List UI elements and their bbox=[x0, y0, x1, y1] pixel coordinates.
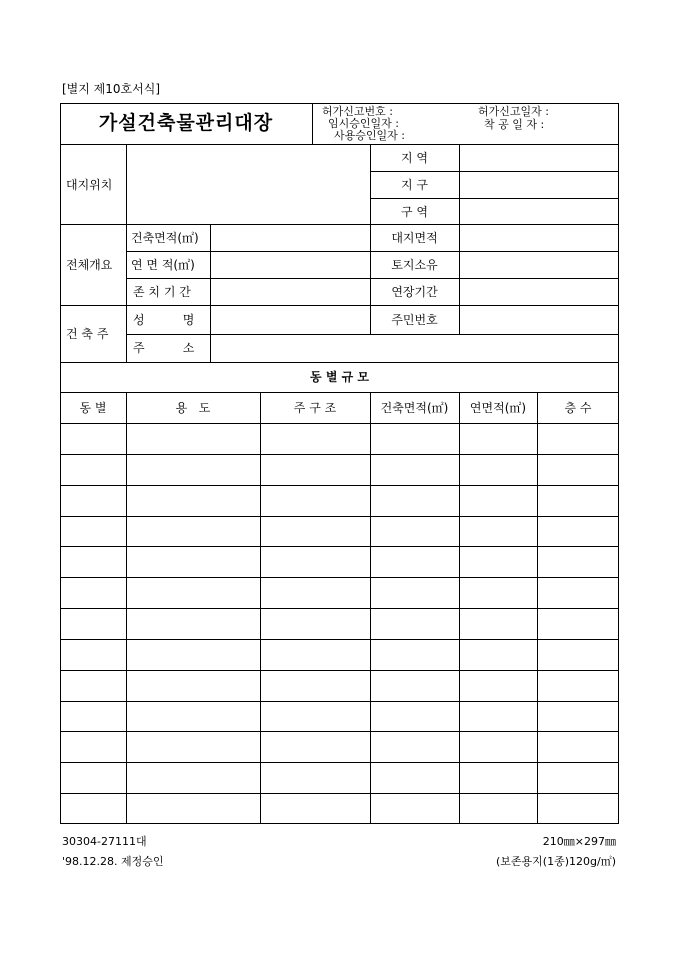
col-header-floors: 층 수 bbox=[564, 401, 592, 415]
extension-period-label: 연장기간 bbox=[391, 285, 438, 299]
table-row bbox=[60, 577, 619, 578]
divider bbox=[60, 305, 619, 306]
divider bbox=[60, 224, 619, 225]
divider bbox=[210, 224, 211, 362]
permit-number-label: 허가신고번호 : bbox=[322, 105, 393, 118]
table-row bbox=[60, 731, 619, 732]
form-number-label: [별지 제10호서식] bbox=[62, 82, 160, 96]
table-row bbox=[60, 670, 619, 671]
table-row bbox=[60, 608, 619, 609]
table-row bbox=[60, 762, 619, 763]
district-label: 지 구 bbox=[401, 178, 428, 192]
table-row bbox=[60, 454, 619, 455]
name-label: 성 명 bbox=[133, 313, 195, 327]
floor-area-label: 연 면 적(㎡) bbox=[131, 258, 195, 272]
col-header-building-area: 건축면적(㎡) bbox=[380, 401, 449, 415]
divider bbox=[60, 144, 619, 145]
paper-size: 210㎜×297㎜ bbox=[542, 835, 616, 848]
register-form bbox=[60, 103, 619, 824]
table-row bbox=[60, 639, 619, 640]
divider bbox=[459, 144, 460, 334]
table-row bbox=[60, 423, 619, 424]
address-label: 주 소 bbox=[133, 341, 195, 355]
start-date-label: 착 공 일 자 : bbox=[484, 118, 545, 131]
table-row bbox=[60, 793, 619, 794]
divider bbox=[126, 251, 619, 252]
approval-date: '98.12.28. 제정승인 bbox=[62, 855, 164, 868]
table-row bbox=[60, 516, 619, 517]
divider bbox=[60, 362, 619, 363]
overview-label: 전체개요 bbox=[66, 258, 113, 272]
table-row bbox=[60, 485, 619, 486]
zone-label: 지 역 bbox=[401, 151, 428, 165]
retention-period-label: 존 치 기 간 bbox=[133, 285, 191, 299]
divider bbox=[126, 334, 619, 335]
resident-number-label: 주민번호 bbox=[391, 313, 438, 327]
owner-label: 건 축 주 bbox=[66, 327, 109, 341]
building-area-label: 건축면적(㎡) bbox=[131, 231, 199, 245]
table-row bbox=[60, 546, 619, 547]
col-header-building: 동 별 bbox=[79, 401, 107, 415]
document-title: 가설건축물관리대장 bbox=[98, 112, 274, 134]
col-header-floor-area: 연면적(㎡) bbox=[469, 401, 527, 415]
site-area-label: 대지면적 bbox=[391, 231, 438, 245]
divider bbox=[370, 198, 619, 199]
divider bbox=[370, 171, 619, 172]
divider bbox=[60, 392, 619, 393]
divider bbox=[126, 144, 127, 362]
temp-approval-date-label: 임시승인일자 : bbox=[328, 117, 399, 130]
site-location-label: 대지위치 bbox=[66, 178, 113, 192]
col-header-structure: 주 구 조 bbox=[293, 401, 337, 415]
area-label: 구 역 bbox=[401, 205, 428, 219]
table-row bbox=[60, 701, 619, 702]
building-scale-title: 동 별 규 모 bbox=[310, 370, 369, 384]
paper-type: (보존용지(1종)120g/㎡) bbox=[496, 855, 616, 868]
form-code: 30304-27111대 bbox=[62, 835, 147, 848]
divider bbox=[126, 278, 619, 279]
use-approval-date-label: 사용승인일자 : bbox=[334, 129, 405, 142]
permit-date-label: 허가신고일자 : bbox=[478, 105, 549, 118]
divider bbox=[312, 103, 313, 144]
col-header-usage: 용 도 bbox=[175, 401, 211, 415]
land-owner-label: 토지소유 bbox=[391, 258, 438, 272]
